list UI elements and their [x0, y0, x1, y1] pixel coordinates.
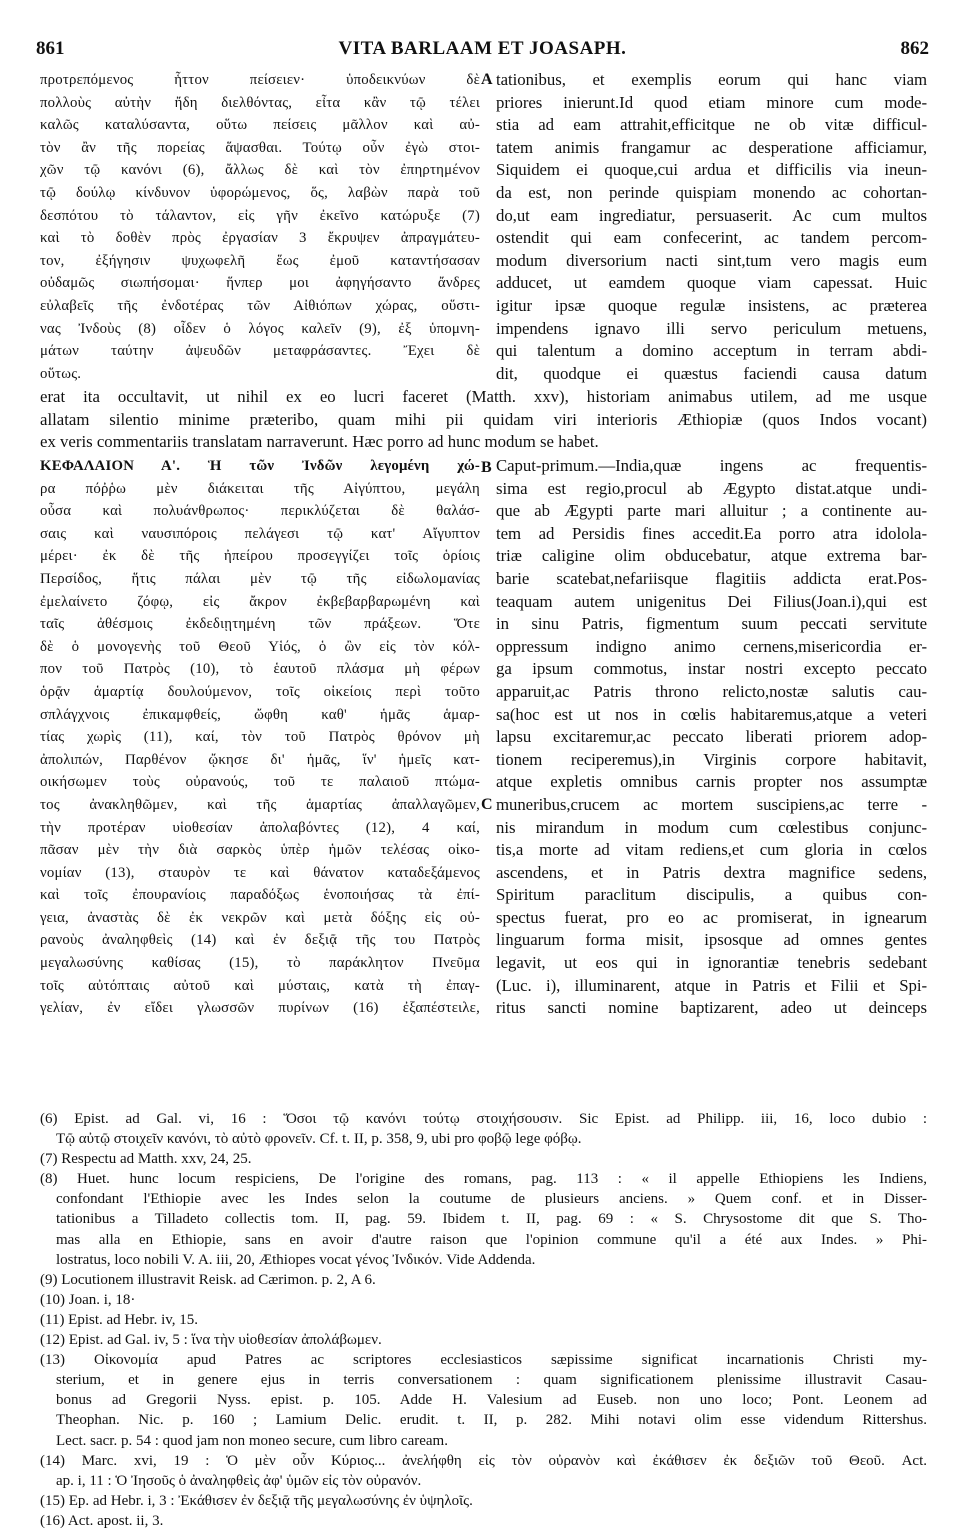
latin-top-line: stia ad eam attrahit,efficitque ne ob vitæ difficul- [496, 115, 927, 135]
latin-bottom-line: tem ad Persidis fines accedit.Ea porro atra idolola- [496, 523, 927, 543]
notes-line: tationibus a Tilladeto collectis tom. II, pag. 59. Ibidem t. II, pag. 69 : « S. Chrysostome dit que S. Tho- [56, 1211, 927, 1228]
latin-bottom-line: ritus sancti nomine baptizarent, adeo ut deinceps [496, 998, 927, 1018]
greek-bottom-line: οὖσα καὶ πολυάνθρωπος· περικλύζεται δὲ θαλάσ- [40, 503, 480, 520]
greek-bottom-line: ἐμελαίνετο ζόφῳ, εἰς ἄκρον ἐκβεβαρβαρωμένη καὶ [40, 593, 480, 610]
notes-line: bonus ad Gregorii Nyss. epist. p. 105. Adde H. Valesium ad Euseb. non uno loco; Pont. Leonem ad [56, 1392, 927, 1409]
notes-line: (9) Locutionem illustravit Reisk. ad Cærimon. p. 2, A 6. [40, 1271, 376, 1288]
latin-bottom-line: muneribus,crucem ac mortem suscipiens,ac terre - [496, 794, 927, 814]
greek-column-bottom [40, 455, 480, 1020]
latin-top-line: modum diversorium nacti sint,tum vero magis eum [496, 250, 927, 270]
greek-bottom-line: σπλάγχνοις ἐπικαμφθείς, ὤφθη καθ' ἡμᾶς ἁμαρ- [40, 706, 480, 723]
full-width-line: erat ita occultavit, ut nihil ex eo lucri faceret (Matth. xxv), historiam animabus utilem, ad me usque [40, 387, 927, 406]
latin-top-line: impendens ignavo illi servo periculum metuens, [496, 318, 927, 338]
greek-bottom-line: δὲ ὁ μονογενὴς τοῦ Θεοῦ Υἱός, ὁ ὢν εἰς τὸν κόλ- [40, 638, 480, 655]
latin-bottom-line: apparuit,ac Patris throno relicto,nostæ salutis cau- [496, 681, 927, 701]
greek-bottom-line: τίας χωρὶς (11), καί, τὸν τοῦ Πατρὸς θρόνον μὴ [40, 729, 480, 746]
notes-line: (11) Epist. ad Hebr. iv, 15. [40, 1311, 199, 1328]
section-marker-c: C [481, 796, 493, 813]
greek-bottom-line: μέρει· ἐκ δὲ τῆς ἠπείρου προσεγγίζει τοῖς ὁρίοις [40, 548, 480, 565]
greek-top-line: δεσπότου τὸ τάλαντον, εἰς γῆν ἐκεῖνο κατώρυξε (7) [40, 207, 480, 224]
latin-top-line: igitur ipsæ quoque regulæ insistens, ac præterea [496, 295, 927, 315]
notes-line: mas alla en Ethiopie, sans en avoir d'autre raison que l'opinion commune qu'il a été aux Indes. » Phi- [56, 1231, 927, 1248]
greek-bottom-line: μεγαλωσύνης καθίσας (15), τὸ παράκλητον Πνεῦμα [40, 955, 480, 972]
latin-bottom-line: sima est regio,procul ab Ægypto distat.atque undi- [496, 478, 927, 498]
notes-line: Τῷ αὐτῷ στοιχεῖν κανόνι, τὸ αὐτὸ φρονεῖν. Cf. t. II, p. 358, 9, ubi pro φοβῷ lege φόβῳ. [56, 1131, 582, 1148]
greek-top-line: καλῶς καταλύσαντα, οὕτω πείσεις μᾶλλον καὶ αὐ- [40, 117, 480, 134]
latin-bottom-line: Spiritum paraclitum discipulis, a quibus con- [496, 885, 927, 905]
greek-column-top [40, 69, 480, 385]
notes-line: (10) Joan. i, 18· [40, 1291, 136, 1308]
latin-top-line: tationibus, et exemplis eorum qui hanc viam [496, 70, 927, 89]
latin-bottom-line: tis,a morte ad vitam rediens,et cum gloria in cœlos [496, 840, 927, 860]
greek-top-line: πολλοὺς αὐτὴν ἤδη διελθόντας, εἶτα κἂν τῷ τέλει [40, 94, 480, 111]
latin-bottom-line: ascendens, et in Patris dextra magnifice sedens, [496, 862, 927, 882]
notes-line: (7) Respectu ad Matth. xxv, 24, 25. [40, 1151, 252, 1168]
latin-bottom-line: nis mirandum in modum cum cœlestibus conjunc- [496, 817, 927, 837]
greek-bottom-line: τὴν προτέραν υἱοθεσίαν ἀπολαβόντες (12), 4 καί, [40, 819, 480, 836]
section-marker-b: B [481, 459, 492, 476]
notes-line: (15) Ep. ad Hebr. i, 3 : Ἐκάθισεν ἐν δεξιᾷ τῆς μεγαλωσύνης ἐν ὑψηλοῖς. [40, 1492, 473, 1509]
notes-line: (13) Οἰκονομία apud Patres ac scriptores ecclesiasticos sæpissime significat incarnationis Christi my- [40, 1352, 927, 1369]
greek-bottom-line: Περσίδος, ἥτις πάλαι μὲν τῷ τῆς εἰδωλομανίας [40, 570, 480, 587]
greek-top-line: προτρεπόμενος ἧττον πείσειεν· ὑποδεικνύων δὲ [40, 72, 480, 88]
latin-top-line: priores inierunt.Id quod etiam minore cum mode- [496, 92, 927, 112]
latin-bottom-line: Caput-primum.—India,quæ ingens ac frequentis- [496, 456, 927, 475]
greek-top-line: οὕτως. [40, 365, 82, 382]
greek-top-line: μάτων ταύτην ἀψευδῶν μεταφράσαντες. Ἔχει δὲ [40, 343, 480, 360]
notes-line: (8) Huet. hunc locum respiciens, De l'origine des romans, pag. 113 : « il appelle Ethiopiens les Indiens, [40, 1171, 927, 1188]
greek-bottom-line: ΚΕΦΑΛΑΙΟΝ Α'. Ἡ τῶν Ἰνδῶν λεγομένη χώ- [40, 458, 480, 474]
notes-line: Theophan. Nic. p. 160 ; Lamium Delic. erudit. t. II, p. 282. Mihi notavi olim esse videndum Rittershus. [56, 1412, 927, 1429]
latin-bottom-line: legavit, ut eos qui in ignorantiæ tenebris sedebant [496, 953, 927, 973]
greek-bottom-line: πᾶσαν μὲν τὴν διὰ σαρκὸς ὑπὲρ ἡμῶν τελέσας οἰκο- [40, 842, 480, 859]
footnotes [40, 1109, 927, 1531]
notes-line: confondant l'Ethiopie avec les Indes selon la coutume de plusieurs anciens. » Quem conf. et in Disser- [56, 1191, 927, 1208]
latin-bottom-line: lapsu excitaremur,ac peccato liberati priorem adop- [496, 727, 927, 747]
latin-column-top [496, 69, 927, 385]
latin-bottom-line: sa(hoc est ut nos in cœlis habitaremus,atque a veteri [496, 704, 927, 724]
full-width-latin-text [40, 386, 927, 454]
notes-line: sterium, et in genere ejus in terris conversationem : quam significationem plenissime illustravit Casau- [56, 1372, 927, 1389]
latin-bottom-line: que ab Ægypti parte mari alluitur ; a continente au- [496, 501, 927, 521]
greek-bottom-line: νομίαν (13), σταυρὸν τε καὶ θάνατον καταδεξάμενος [40, 864, 480, 881]
notes-line: (12) Epist. ad Gal. iv, 5 : ἵνα τὴν υἱοθεσίαν ἀπολάβωμεν. [40, 1332, 382, 1349]
latin-bottom-line: linguarum forma misit, ipsosque ad omnes gentes [496, 930, 927, 950]
greek-bottom-line: ὁρᾷν ἁμαρτίᾳ δουλούμενον, τοῖς οἰκείοις περὶ τοῦτο [40, 683, 480, 700]
latin-top-line: ostendit qui eam confecerint, ac tandem percom- [496, 228, 927, 248]
greek-bottom-line: τος ἀνακληθῶμεν, καὶ τῆς ἁμαρτίας ἀπαλλαγῶμεν, [40, 796, 480, 813]
latin-bottom-line: tionem reciperemus),in Virginis corpore habitavit, [496, 749, 927, 769]
latin-bottom-line: triæ caligine olim obducebatur, atque extrema bar- [496, 546, 927, 566]
greek-bottom-line: καὶ τοῖς ἐπουρανίοις παραδόξως ἑνοποιήσας τὰ ἐπί- [40, 887, 480, 904]
latin-bottom-line: spectus fuerat, pro eo ac promiserat, in ignearum [496, 907, 927, 927]
greek-bottom-line: οικήσωμεν τοὺς οὐρανούς, τοῦ τε παλαιοῦ πτώμα- [40, 774, 480, 791]
latin-bottom-line: barie scatebat,nefariisque flagitiis addicta erat.Pos- [496, 568, 927, 588]
notes-line: lostratus, loco nobili V. A. iii, 20, Æthiopes vocat γένος Ἰνδικόν. Vide Addenda. [56, 1251, 536, 1268]
latin-bottom-line: atque expletis omnibus carnis propter nos assumptæ [496, 772, 927, 792]
greek-bottom-line: γελίαν, ἐν εἴδει γλωσσῶν πυρίνων (16) ἐξαπέστειλε, [40, 1000, 480, 1017]
latin-bottom-line: in sinu Patris, figmentum suum peccati servitute [496, 614, 927, 634]
full-width-line: ex veris commentariis translatam narraverunt. Hæc porro ad hunc modum se habet. [40, 432, 599, 451]
latin-top-line: dit, quodque ei quæstus faciendi causa datum [496, 363, 927, 383]
latin-bottom-line: teaquam autem unigenitus Dei Filius(Joan.i),qui est [496, 591, 927, 611]
running-title: VITA BARLAAM ET JOASAPH. [338, 38, 627, 59]
greek-top-line: νας Ἰνδοὺς (8) οἶδεν ὁ λόγος καλεῖν (9), ἐξ ὑπομνη- [40, 320, 480, 337]
full-width-line: allatam silentio minime præteribo, quam mihi pii quidam viri interioris Æthiopiæ (quos Indos vocant) [40, 409, 927, 429]
notes-line: (6) Epist. ad Gal. vi, 16 : Ὅσοι τῷ κανόνι τούτῳ στοιχήσουσιν. Sic Epist. ad Philipp. iii, 16, loco dubio : [40, 1111, 927, 1127]
left-page-number: 861 [36, 38, 65, 59]
notes-line: (16) Act. apost. ii, 3. [40, 1512, 164, 1529]
greek-top-line: τὸν ἂν τῆς πορείας ἅψασθαι. Τούτῳ οὖν ἐγὼ στοι- [40, 139, 480, 156]
latin-top-line: do,ut eam ingrediatur, persuaserit. Ac cum multos [496, 205, 927, 225]
greek-top-line: τῷ δούλῳ κίνδυνον ὑφορώμενος, ὅς, λαβὼν παρὰ τοῦ [40, 184, 480, 201]
greek-bottom-line: ρανοὺς ἀναληφθεὶς (14) καὶ ἐν δεξιᾷ τῆς του Πατρὸς [40, 932, 480, 949]
latin-top-line: adducet, ut eamdem quoque viam capessat. Huic [496, 273, 927, 293]
greek-bottom-line: σαις καὶ ναυσιπόροις πελάγεσι τῷ κατ' Αἴγυπτον [40, 525, 480, 542]
right-page-number: 862 [900, 38, 929, 59]
greek-bottom-line: ἀπολιπών, Παρθένον ᾤκησε δι' ἡμᾶς, ἵν' ἡμεῖς κατ- [40, 751, 480, 768]
latin-top-line: qui talentum a domino acceptum in terram abdi- [496, 341, 927, 361]
greek-bottom-line: τοῖς αὐτόπταις αὐτοῦ καὶ μύσταις, κατὰ τὴ ἐπαγ- [40, 977, 480, 994]
greek-top-line: χῶν τῷ κανόνι (6), ἄλλως δὲ καὶ τὸν ἐπηρτημένον [40, 162, 480, 179]
latin-bottom-line: ga ipsum commotus, instar nostri excepto peccato [496, 659, 927, 679]
greek-top-line: καὶ τὸ δοθὲν πρὸς ἐργασίαν 3 ἔκρυψεν ἀπραγμάτευ- [40, 230, 480, 247]
section-marker-a: A [481, 71, 493, 88]
notes-line: Lect. sacr. p. 54 : quod jam non moneo secure, cum libro caream. [56, 1432, 448, 1449]
latin-top-line: Siquidem ei quoque,cui ardua et difficilis via ineun- [496, 160, 927, 180]
latin-top-line: tatem animis frangamur ac desperatione afficiamur, [496, 137, 927, 157]
notes-line: ap. i, 11 : Ὁ Ἰησοῦς ὁ ἀναληφθεὶς ἀφ' ὑμῶν εἰς τὸν οὐρανόν. [56, 1472, 422, 1489]
running-header [36, 38, 929, 62]
latin-column-bottom [496, 455, 927, 1020]
greek-bottom-line: πον τοῦ Πατρὸς (10), τὸ ἑαυτοῦ πλάσμα μὴ φέρων [40, 661, 480, 678]
latin-bottom-line: oppressum indigno animo cernens,misericordia er- [496, 636, 927, 656]
greek-bottom-line: ταῖς ἀθέσμοις ἐκδεδιῃτημένη τῶν πράξεων. Ὅτε [40, 616, 480, 633]
greek-bottom-line: ρα πόῤῥω μὲν διάκειται τῆς Αἰγύπτου, μεγάλη [40, 480, 480, 497]
latin-top-line: da est, non perinde quispiam monendo ac cohortan- [496, 182, 927, 202]
greek-top-line: τον, ἐξήγησιν ψυχωφελῆ ἕως ἐμοῦ καταντήσασαν [40, 252, 480, 269]
latin-bottom-line: (Luc. i), illuminarent, atque in Patris et Filii et Spi- [496, 975, 927, 995]
greek-top-line: εὐλαβεῖς τῆς ἐνδοτέρας τῶν Αἰθιόπων χώρας, οὕστι- [40, 297, 480, 314]
greek-top-line: οὐδαμῶς σιωπήσομαι· ἥνπερ μοι ἀφηγήσαντο ἄνδρες [40, 275, 480, 292]
greek-bottom-line: γεια, ἀναστὰς δὲ ἐκ νεκρῶν καὶ μετὰ δόξης εἰς οὐ- [40, 909, 480, 926]
notes-line: (14) Marc. xvi, 19 : Ὁ μὲν οὖν Κύριος... ἀνελήφθη εἰς τὸν οὐρανὸν καὶ ἐκάθισεν ἐκ δεξιῶν τοῦ Θεοῦ. Act. [40, 1452, 927, 1469]
